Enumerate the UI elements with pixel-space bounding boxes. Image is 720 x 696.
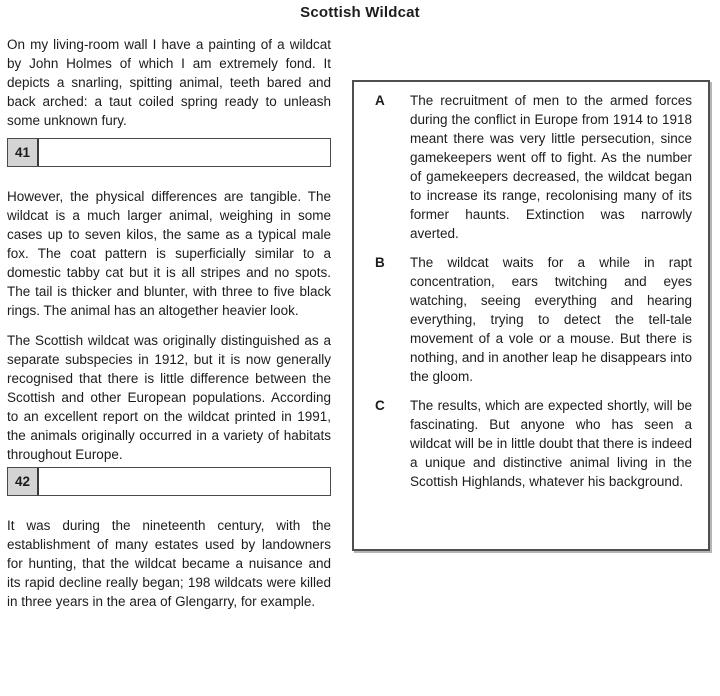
gap-answer-field-42[interactable] <box>39 468 330 495</box>
gap-box-41 <box>7 138 331 167</box>
option-letter-b: B <box>375 255 385 270</box>
options-panel <box>352 80 710 551</box>
option-letter-a: A <box>375 93 385 108</box>
gap-number-42: 42 <box>8 468 39 495</box>
option-text-a: The recruitment of men to the armed forces during the conflict in Europe from 1914 to 1918 meant there was very little persecution, since gamekeepers went off to fight. As the number of gamekeepers decreased, the wildcat began to increase its range, recolonising many of its former haunts. Extinction was narrowly averted. <box>410 93 692 241</box>
passage-paragraph-3: The Scottish wildcat was originally distinguished as a separate subspecies in 1912, but it is now generally recognised that there is little difference between the Scottish and other European populations. According to an excellent report on the wildcat printed in 1991, the animals originally occurred in a variety of habitats throughout Europe. <box>7 333 331 462</box>
option-text-c: The results, which are expected shortly, will be fascinating. But anyone who has seen a wildcat will be in little doubt that there is indeed a unique and distinctive animal living in the Scottish Highlands, whatever his background. <box>410 398 692 489</box>
gap-box-42 <box>7 467 331 496</box>
gap-answer-field-41[interactable] <box>39 139 330 166</box>
passage-paragraph-4: It was during the nineteenth century, with the establishment of many estates used by landowners for hunting, that the wildcat became a nuisance and its rapid decline really began; 198 wildcats were killed in three years in the area of Glengarry, for example. <box>7 518 331 609</box>
option-row-a <box>375 91 692 243</box>
gap-number-41: 41 <box>8 139 39 166</box>
passage-paragraph-2: However, the physical differences are tangible. The wildcat is a much larger animal, weighing in some cases up to seven kilos, the same as a typical male fox. The coat pattern is superficially similar to a domestic tabby cat but it is all stripes and no spots. The tail is thicker and blunter, with three to five black rings. The animal has an altogether heavier look. <box>7 189 331 318</box>
option-text-b: The wildcat waits for a while in rapt concentration, ears twitching and eyes watching, seeing everything and hearing everything, trying to detect the tell-tale movement of a vole or a mouse. But there is nothing, and in another leap he disappears into the gloom. <box>410 255 692 384</box>
option-letter-c: C <box>375 398 385 413</box>
page-title: Scottish Wildcat <box>300 4 420 21</box>
option-row-c <box>375 396 692 491</box>
passage-column <box>7 35 331 611</box>
passage-paragraph-1: On my living-room wall I have a painting of a wildcat by John Holmes of which I am extremely fond. It depicts a snarling, spitting animal, teeth bared and back arched: a taut coiled spring ready to unleash some unknown fury. <box>7 37 331 128</box>
option-row-b <box>375 253 692 386</box>
